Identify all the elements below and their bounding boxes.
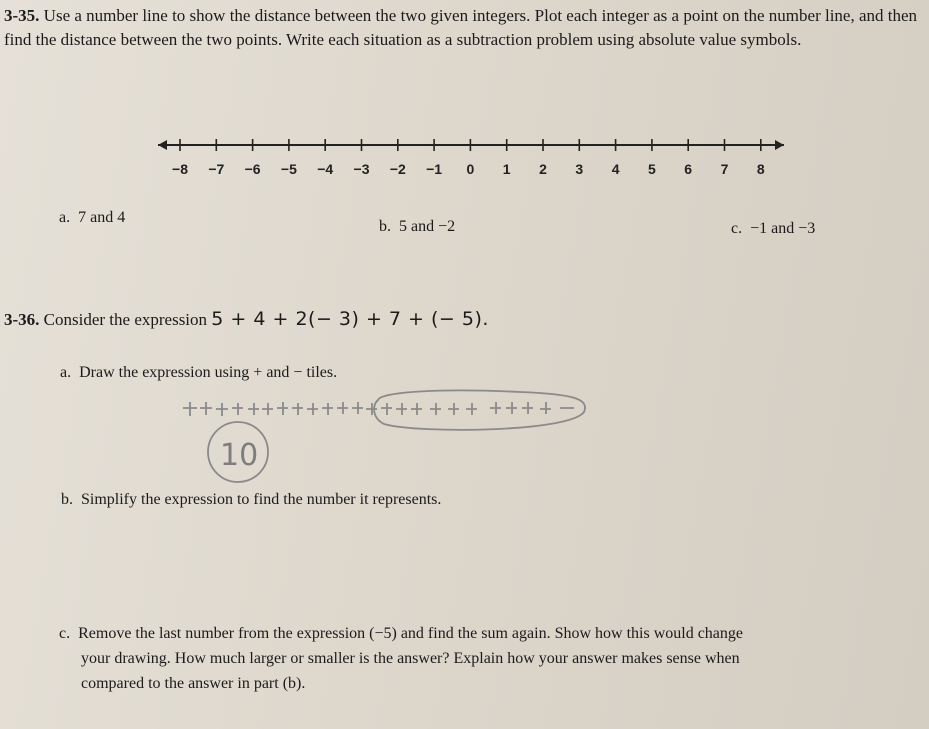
part-b-3-36-label: b. bbox=[61, 491, 73, 508]
number-line-label: −2 bbox=[389, 161, 406, 177]
expression: 5 + 4 + 2(− 3) + 7 + (− 5). bbox=[211, 308, 489, 330]
number-line-label: −7 bbox=[208, 161, 225, 177]
number-line-label: 5 bbox=[648, 161, 656, 177]
part-b-3-36 bbox=[61, 491, 441, 509]
number-line-label: −5 bbox=[280, 161, 297, 177]
number-line-label: 2 bbox=[539, 161, 547, 177]
number-line-label: −8 bbox=[172, 161, 188, 177]
problem-3-35-instructions: Use a number line to show the distance between the two given integers. Plot each integer as a point on the number line, and then find the distance between the two points. Write each situation as a subtraction problem using absolute value symbols. bbox=[4, 6, 918, 49]
number-line-label: −1 bbox=[426, 161, 443, 177]
part-c-3-36-line3: compared to the answer in part (b). bbox=[81, 675, 306, 692]
part-a-text: 7 and 4 bbox=[78, 209, 126, 226]
number-line-label: 1 bbox=[502, 161, 511, 177]
problem-3-36-number: 3-36. bbox=[4, 310, 40, 329]
number-line-label: −4 bbox=[317, 161, 334, 177]
part-c-3-36-line2: your drawing. How much larger or smaller is the answer? Explain how your answer makes sense when bbox=[81, 650, 740, 667]
number-line-label: 3 bbox=[575, 161, 584, 177]
part-c-3-36-line1: Remove the last number from the expression (−5) and find the sum again. Show how this would change bbox=[78, 625, 743, 642]
number-line-label: 0 bbox=[466, 161, 475, 177]
number-line-label: −3 bbox=[353, 161, 370, 177]
part-b-3-36-text: Simplify the expression to find the number it represents. bbox=[81, 491, 442, 508]
part-c-text: −1 and −3 bbox=[750, 220, 816, 237]
part-b-text: 5 and −2 bbox=[399, 218, 456, 235]
number-line-label: −6 bbox=[244, 161, 261, 177]
problem-3-35-number: 3-35. bbox=[4, 6, 40, 25]
part-c-label: c. bbox=[731, 220, 743, 237]
number-line-label: 4 bbox=[611, 161, 620, 177]
part-b-label: b. bbox=[379, 218, 391, 235]
part-a-label: a. bbox=[59, 209, 71, 226]
part-c-3-36 bbox=[59, 621, 743, 696]
handwritten-answer: 10 bbox=[220, 438, 259, 473]
number-line-label: 7 bbox=[720, 161, 729, 177]
part-a-3-36-label: a. bbox=[60, 364, 72, 381]
part-c-3-36-label: c. bbox=[59, 625, 71, 642]
number-line-label: 6 bbox=[684, 161, 693, 177]
number-line-label: 8 bbox=[756, 161, 765, 177]
part-a-3-36-text: Draw the expression using + and − tiles. bbox=[79, 364, 338, 381]
problem-3-36-intro: Consider the expression bbox=[43, 310, 208, 329]
